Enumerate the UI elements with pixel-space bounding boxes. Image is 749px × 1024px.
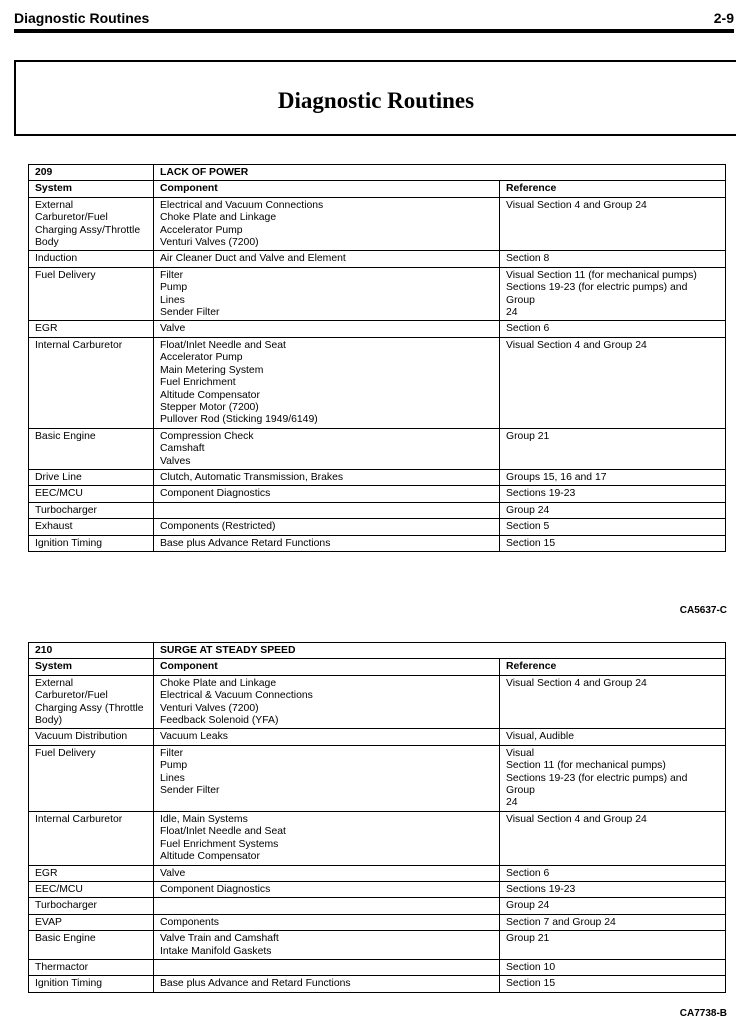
component-line: Accelerator Pump — [160, 224, 243, 236]
component-line: Float/Inlet Needle and Seat — [160, 826, 286, 838]
component-cell — [154, 251, 500, 267]
reference-line: Section 15 — [506, 978, 556, 990]
system-cell — [29, 321, 154, 337]
system-line: Body — [35, 237, 59, 249]
component-line: Base plus Advance Retard Functions — [160, 537, 331, 549]
component-cell — [154, 745, 500, 811]
component-line: Valve Train and Camshaft — [160, 933, 279, 945]
system-cell — [29, 745, 154, 811]
routine-table-210 — [28, 642, 726, 993]
component-cell — [154, 321, 500, 337]
column-header-reference: Reference — [500, 181, 726, 197]
system-cell — [29, 959, 154, 975]
component-cell — [154, 898, 500, 914]
component-line: Valve — [160, 867, 186, 879]
table-row — [29, 881, 726, 897]
system-line: Fuel Delivery — [35, 269, 96, 281]
reference-cell — [500, 914, 726, 930]
reference-line: Sections 19-23 (for electric pumps) and Group — [506, 282, 688, 306]
system-line: Basic Engine — [35, 933, 96, 945]
reference-line: Sections 19-23 (for electric pumps) and Group — [506, 772, 688, 797]
table-row — [29, 519, 726, 535]
table-row — [29, 251, 726, 267]
component-line: Components — [160, 916, 219, 928]
component-line: Sender Filter — [160, 785, 220, 797]
system-line: EGR — [35, 323, 58, 335]
component-line: Lines — [160, 294, 185, 306]
component-line: Altitude Compensator — [160, 851, 260, 863]
system-line: Ignition Timing — [35, 537, 102, 549]
column-header-component: Component — [154, 659, 500, 675]
component-line: Camshaft — [160, 443, 205, 455]
system-line: EVAP — [35, 916, 62, 928]
component-cell — [154, 675, 500, 729]
reference-cell — [500, 519, 726, 535]
reference-cell — [500, 337, 726, 428]
reference-line: Section 6 — [506, 867, 550, 879]
component-cell — [154, 535, 500, 551]
reference-line: Sections 19-23 — [506, 883, 576, 895]
component-cell — [154, 197, 500, 251]
system-line: Turbocharger — [35, 504, 97, 516]
component-line: Sender Filter — [160, 307, 220, 319]
component-line: Compression Check — [160, 430, 254, 442]
component-line: Filter — [160, 747, 184, 759]
table-row — [29, 976, 726, 992]
reference-cell — [500, 267, 726, 321]
component-cell — [154, 337, 500, 428]
component-line: Electrical & Vacuum Connections — [160, 690, 313, 702]
routine-number: 209 — [29, 165, 154, 181]
reference-cell — [500, 811, 726, 865]
component-line: Electrical and Vacuum Connections — [160, 199, 324, 211]
column-header-component: Component — [154, 181, 500, 197]
routine-number: 210 — [29, 643, 154, 659]
routine-symptom: SURGE AT STEADY SPEED — [154, 643, 726, 659]
reference-line: 24 — [506, 307, 518, 319]
component-line: Valve — [160, 323, 186, 335]
component-line: Fuel Enrichment — [160, 377, 236, 389]
reference-line: Sections 19-23 — [506, 488, 576, 500]
reference-line: Visual, Audible — [506, 731, 574, 743]
reference-cell — [500, 535, 726, 551]
reference-cell — [500, 197, 726, 251]
component-line: Accelerator Pump — [160, 352, 243, 364]
system-cell — [29, 931, 154, 960]
component-cell — [154, 469, 500, 485]
component-line: Stepper Motor (7200) — [160, 401, 259, 413]
reference-cell — [500, 931, 726, 960]
system-cell — [29, 337, 154, 428]
component-cell — [154, 428, 500, 469]
component-cell — [154, 729, 500, 745]
component-cell — [154, 881, 500, 897]
reference-line: Section 8 — [506, 253, 550, 265]
component-line: Pump — [160, 282, 188, 294]
reference-cell — [500, 469, 726, 485]
table-row — [29, 502, 726, 518]
reference-cell — [500, 729, 726, 745]
system-line: EEC/MCU — [35, 488, 83, 500]
routine-number-row — [29, 643, 726, 659]
system-line: Turbocharger — [35, 900, 97, 912]
component-cell — [154, 914, 500, 930]
table-row — [29, 267, 726, 321]
reference-cell — [500, 321, 726, 337]
component-cell — [154, 976, 500, 992]
component-cell — [154, 931, 500, 960]
component-line: Choke Plate and Linkage — [160, 677, 277, 689]
routine-symptom: LACK OF POWER — [154, 165, 726, 181]
system-cell — [29, 251, 154, 267]
system-line: Body) — [35, 715, 63, 727]
component-line: Main Metering System — [160, 364, 264, 376]
table-row — [29, 321, 726, 337]
component-line: Clutch, Automatic Transmission, Brakes — [160, 471, 344, 483]
component-line: Pullover Rod (Sticking 1949/6149) — [160, 414, 318, 426]
column-header-system: System — [29, 659, 154, 675]
table-row — [29, 931, 726, 960]
figure-id-209: CA5637-C — [679, 605, 727, 616]
system-cell — [29, 881, 154, 897]
reference-cell — [500, 745, 726, 811]
system-cell — [29, 535, 154, 551]
header-rule — [14, 29, 734, 33]
reference-line: Group 21 — [506, 430, 550, 442]
component-cell — [154, 811, 500, 865]
reference-cell — [500, 976, 726, 992]
component-cell — [154, 959, 500, 975]
reference-line: Section 10 — [506, 961, 556, 973]
component-cell — [154, 502, 500, 518]
system-cell — [29, 914, 154, 930]
component-line: Vacuum Leaks — [160, 731, 228, 743]
reference-line: Group 24 — [506, 504, 550, 516]
system-line: Vacuum Distribution — [35, 731, 128, 743]
routine-number-row — [29, 165, 726, 181]
reference-cell — [500, 881, 726, 897]
component-line: Air Cleaner Duct and Valve and Element — [160, 253, 346, 265]
system-line: External Carburetor/Fuel — [35, 677, 108, 702]
page-title: Diagnostic Routines — [277, 88, 475, 113]
reference-line: 24 — [506, 797, 518, 809]
reference-cell — [500, 898, 726, 914]
reference-line: Visual Section 11 (for mechanical pumps) — [506, 269, 697, 281]
reference-line: Visual Section 4 and Group 24 — [506, 339, 647, 351]
component-line: Feedback Solenoid (YFA) — [160, 715, 279, 727]
reference-cell — [500, 486, 726, 502]
system-cell — [29, 729, 154, 745]
column-header-row — [29, 659, 726, 675]
component-line: Choke Plate and Linkage — [160, 212, 277, 224]
reference-line: Visual Section 4 and Group 24 — [506, 677, 647, 689]
reference-cell — [500, 428, 726, 469]
system-line: Drive Line — [35, 471, 82, 483]
component-line: Intake Manifold Gaskets — [160, 945, 272, 957]
table-row — [29, 675, 726, 729]
system-cell — [29, 865, 154, 881]
system-cell — [29, 428, 154, 469]
system-line: Fuel Delivery — [35, 747, 96, 759]
title-box — [14, 60, 736, 136]
system-cell — [29, 197, 154, 251]
reference-line: Section 5 — [506, 521, 550, 533]
component-line: Base plus Advance and Retard Functions — [160, 978, 351, 990]
system-cell — [29, 267, 154, 321]
table-row — [29, 811, 726, 865]
system-cell — [29, 519, 154, 535]
system-cell — [29, 469, 154, 485]
component-line: Float/Inlet Needle and Seat — [160, 339, 286, 351]
table-row — [29, 865, 726, 881]
system-cell — [29, 502, 154, 518]
reference-line: Group 24 — [506, 900, 550, 912]
table-row — [29, 337, 726, 428]
component-cell — [154, 865, 500, 881]
component-line: Lines — [160, 772, 185, 784]
system-line: Charging Assy/Throttle — [35, 224, 141, 236]
component-cell — [154, 486, 500, 502]
component-line: Idle, Main Systems — [160, 813, 248, 825]
page-number: 2-9 — [713, 10, 734, 26]
column-header-row — [29, 181, 726, 197]
system-line: Charging Assy (Throttle — [35, 702, 144, 714]
component-cell — [154, 267, 500, 321]
component-line: Pump — [160, 760, 188, 772]
system-cell — [29, 898, 154, 914]
system-cell — [29, 675, 154, 729]
component-cell — [154, 519, 500, 535]
reference-line: Groups 15, 16 and 17 — [506, 471, 607, 483]
reference-cell — [500, 251, 726, 267]
reference-cell — [500, 675, 726, 729]
system-cell — [29, 486, 154, 502]
table-row — [29, 745, 726, 811]
running-head-title: Diagnostic Routines — [14, 10, 150, 26]
component-line: Venturi Valves (7200) — [160, 237, 259, 249]
component-line: Component Diagnostics — [160, 488, 271, 500]
table-row — [29, 469, 726, 485]
system-line: Thermactor — [35, 961, 89, 973]
system-line: External Carburetor/Fuel — [35, 199, 108, 224]
reference-line: Group 21 — [506, 933, 550, 945]
running-head — [14, 8, 734, 28]
component-line: Filter — [160, 269, 184, 281]
reference-cell — [500, 959, 726, 975]
table-row — [29, 486, 726, 502]
system-cell — [29, 811, 154, 865]
component-line: Valves — [160, 455, 191, 467]
routine-table-209 — [28, 164, 726, 552]
table-row — [29, 535, 726, 551]
component-line: Components (Restricted) — [160, 521, 276, 533]
system-line: EEC/MCU — [35, 883, 83, 895]
reference-line: Visual Section 4 and Group 24 — [506, 813, 647, 825]
table-row — [29, 729, 726, 745]
reference-line: Section 6 — [506, 323, 550, 335]
reference-line: Section 7 and Group 24 — [506, 916, 616, 928]
component-line: Component Diagnostics — [160, 883, 271, 895]
table-row — [29, 898, 726, 914]
component-line: Fuel Enrichment Systems — [160, 838, 279, 850]
system-line: Basic Engine — [35, 430, 96, 442]
reference-cell — [500, 502, 726, 518]
reference-line: Section 15 — [506, 537, 556, 549]
reference-line: Visual — [506, 747, 535, 759]
table-row — [29, 914, 726, 930]
system-line: Ignition Timing — [35, 978, 102, 990]
figure-id-210: CA7738-B — [679, 1008, 727, 1019]
system-line: Internal Carburetor — [35, 813, 123, 825]
table-row — [29, 959, 726, 975]
column-header-reference: Reference — [500, 659, 726, 675]
system-line: EGR — [35, 867, 58, 879]
reference-cell — [500, 865, 726, 881]
component-line: Altitude Compensator — [160, 389, 260, 401]
table-row — [29, 197, 726, 251]
system-line: Induction — [35, 253, 78, 265]
system-cell — [29, 976, 154, 992]
table-row — [29, 428, 726, 469]
system-line: Exhaust — [35, 521, 73, 533]
reference-line: Visual Section 4 and Group 24 — [506, 199, 647, 211]
system-line: Internal Carburetor — [35, 339, 123, 351]
component-line: Venturi Valves (7200) — [160, 702, 259, 714]
reference-line: Section 11 (for mechanical pumps) — [506, 760, 666, 772]
column-header-system: System — [29, 181, 154, 197]
